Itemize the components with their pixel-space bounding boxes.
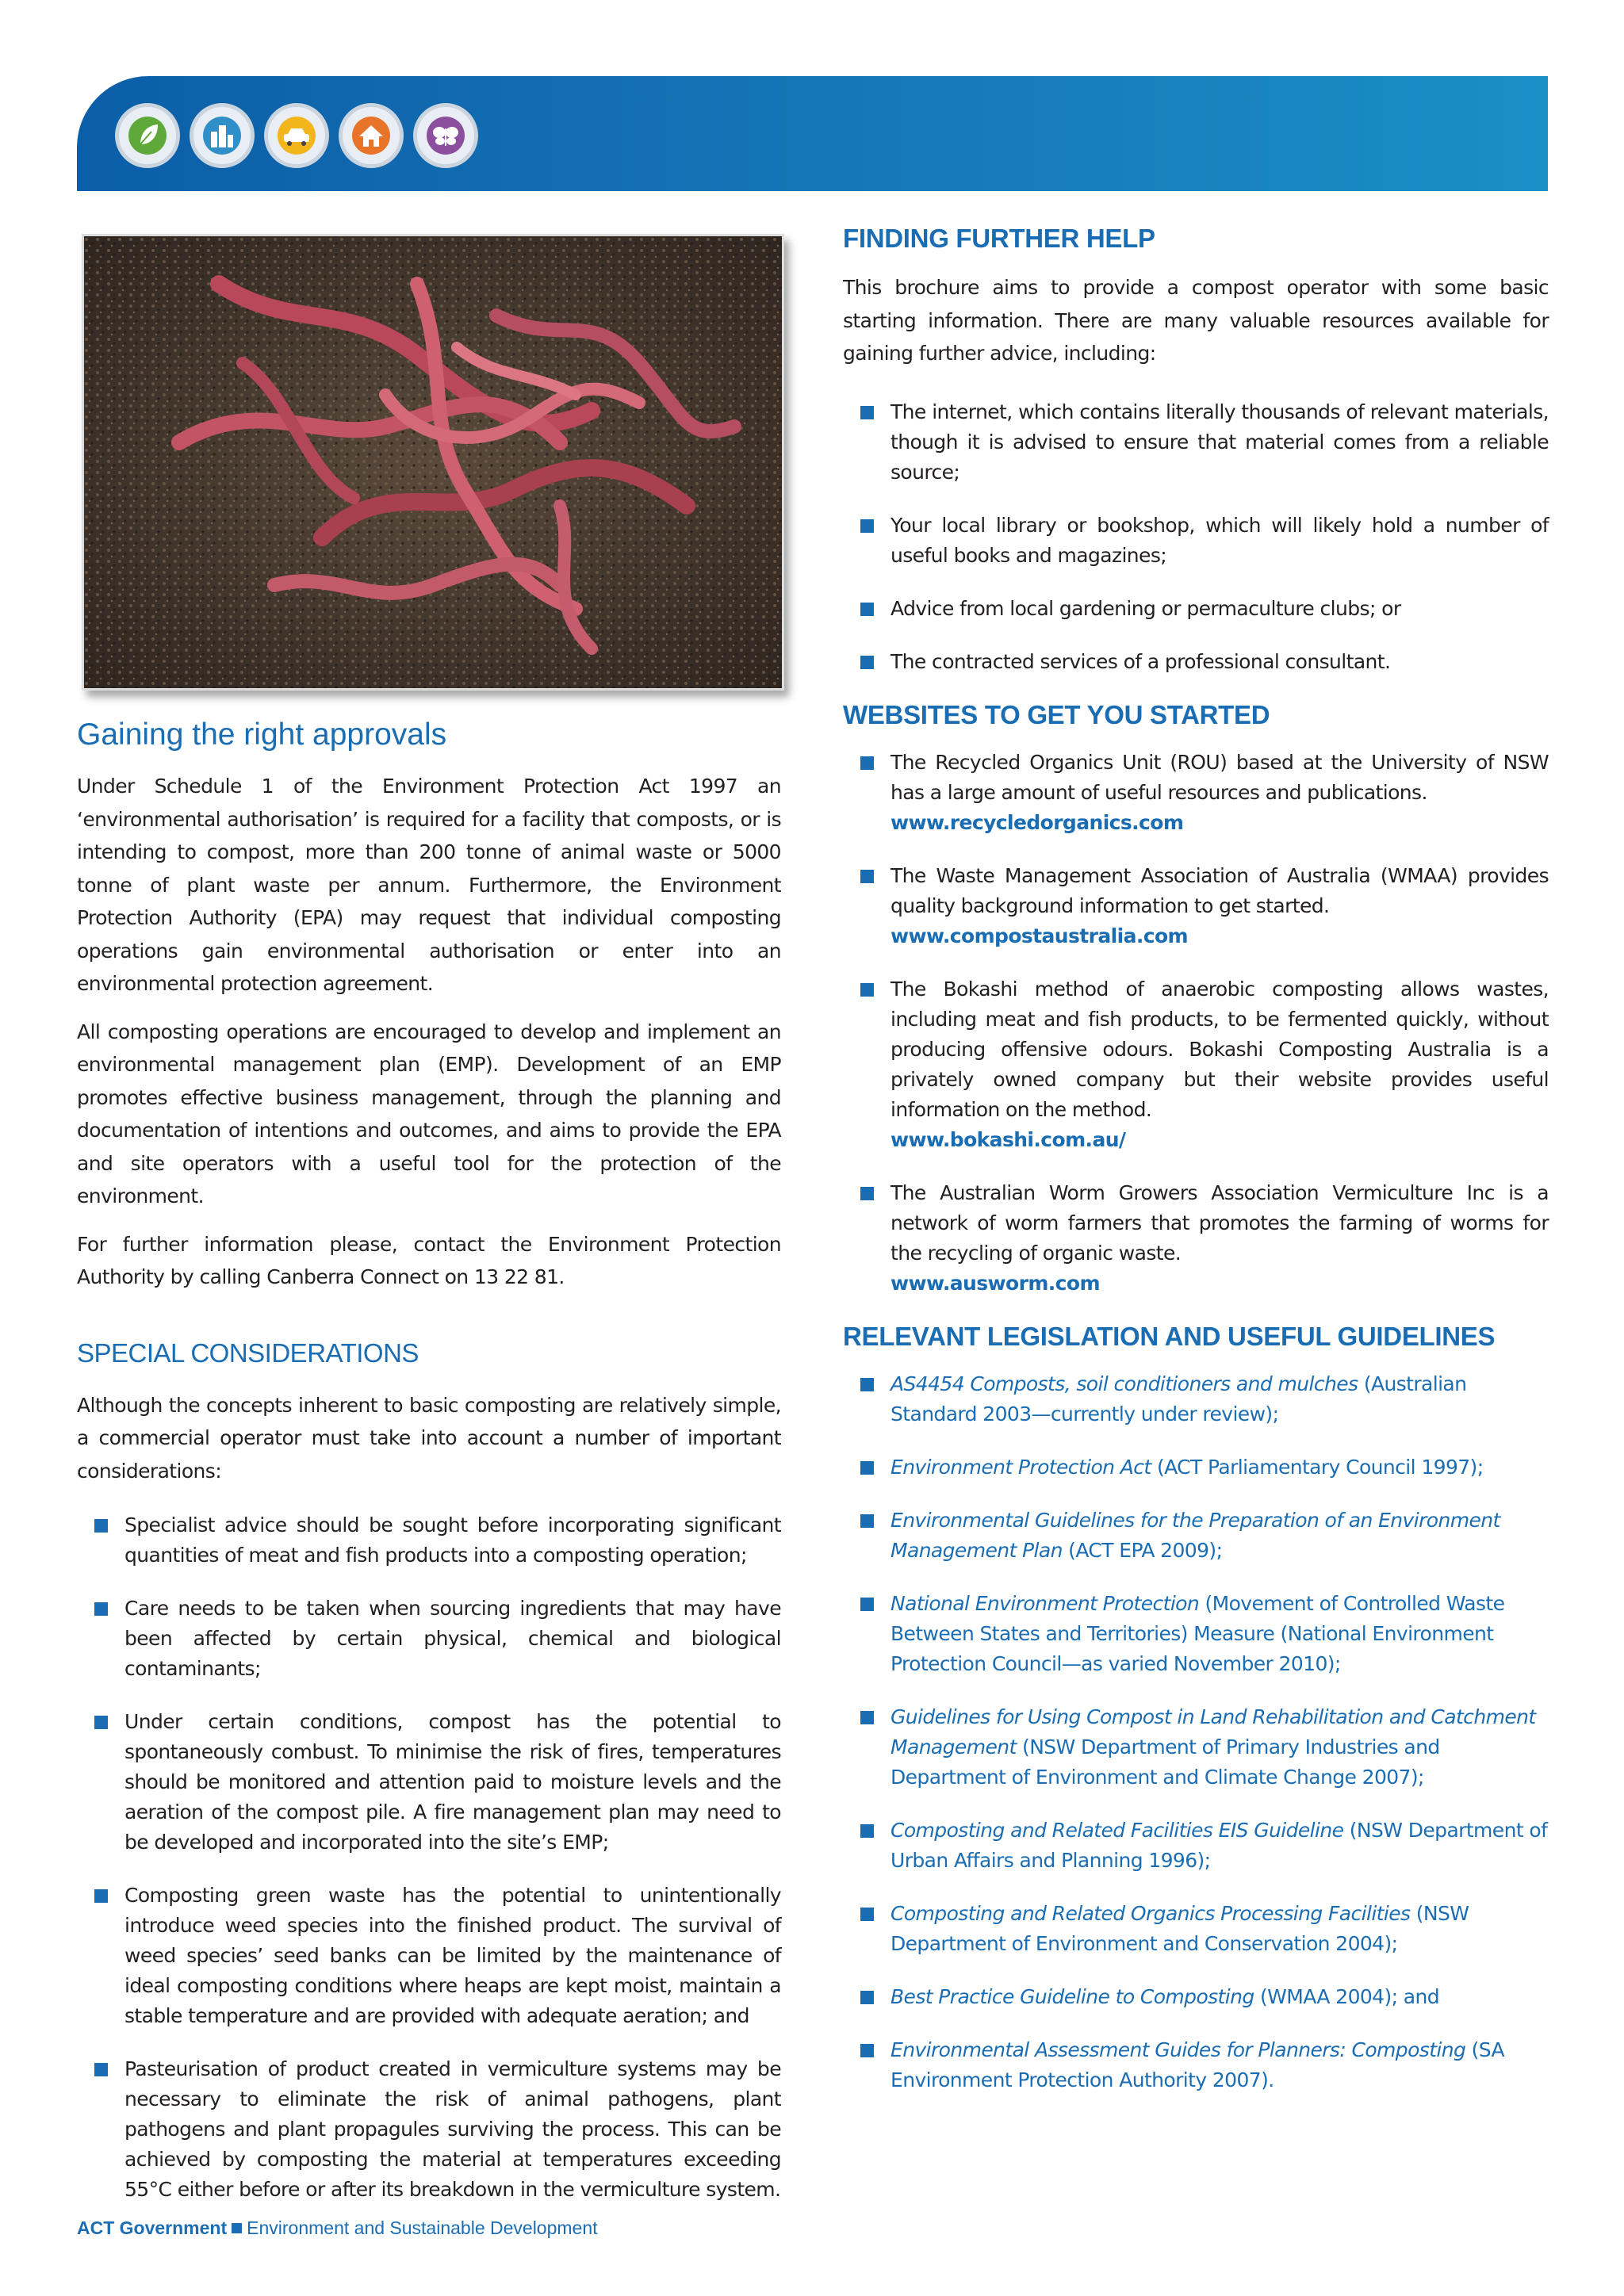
list-item: Best Practice Guideline to Composting (WMAA 2004); and — [843, 1982, 1549, 2012]
house-icon — [339, 103, 404, 168]
bullet-square — [94, 1716, 108, 1729]
list-item: Under certain conditions, compost has the potential to spontaneously combust. To minimise the risk of fires, temperatures should be monitored and attention paid to moisture levels and the aeration of the compost pile. A fire management plan may need to be developed and incorporated into the site’s EMP; — [77, 1707, 781, 1858]
bullet-square — [860, 1711, 874, 1724]
list-item: The Recycled Organics Unit (ROU) based at the University of NSW has a large amount of useful resources and publications. www.recycledorganics.com — [843, 748, 1549, 838]
list-item: Specialist advice should be sought before incorporating significant quantities of meat and fish products into a composting operation; — [77, 1510, 781, 1571]
list-item: Composting and Related Facilities EIS Guideline (NSW Department of Urban Affairs and Planning 1996); — [843, 1816, 1549, 1876]
bullet-square — [860, 1598, 874, 1611]
list-item: National Environment Protection (Movement of Controlled Waste Between States and Territories) Measure (National Environment Protection Council—as varied November 2010); — [843, 1589, 1549, 1679]
list-item: The internet, which contains literally thousands of relevant materials, though it is advised to ensure that material comes from a reliable source; — [843, 397, 1549, 488]
footer-dept: Environment and Sustainable Development — [247, 2218, 598, 2238]
bullet-square — [860, 519, 874, 533]
list-item: AS4454 Composts, soil conditioners and mulches (Australian Standard 2003—currently under review); — [843, 1369, 1549, 1429]
websites-heading: WEBSITES TO GET YOU STARTED — [843, 699, 1270, 729]
approvals-paragraph-3: For further information please, contact the Environment Protection Authority by calling Canberra Connect on 13 22 81. — [77, 1232, 781, 1288]
footer-square — [232, 2223, 242, 2233]
car-icon — [264, 103, 329, 168]
bullet-square — [860, 406, 874, 419]
bullet-square — [860, 1991, 874, 2004]
websites-list — [843, 748, 1549, 1299]
approvals-paragraph-2: All composting operations are encouraged to develop and implement an environmental management plan (EMP). Development of an EMP promotes effective business management, through the planning and documentation of intentions and outcomes, and aims to provide the EPA and site operators with a useful tool for the protection of the environment. — [77, 1020, 781, 1207]
list-item: Environmental Assessment Guides for Planners: Composting (SA Environment Protection Authority 2007). — [843, 2035, 1549, 2095]
further-help-list — [843, 397, 1549, 677]
list-item: Guidelines for Using Compost in Land Rehabilitation and Catchment Management (NSW Department of Primary Industries and Department of Environment and Climate Change 2007); — [843, 1702, 1549, 1793]
approvals-paragraph-1: Under Schedule 1 of the Environment Protection Act 1997 an ‘environmental authorisation’ is required for a facility that composts, or is intending to compost, more than 200 tonne of animal waste or 5000 tonne of plant waste per annum. Furthermore, the Environment Protection Authority (EPA) may request that individual composting operations gain environmental authorisation or enter into an environmental protection agreement. — [77, 775, 781, 995]
bullet-square — [860, 1187, 874, 1200]
special-considerations-intro: Although the concepts inherent to basic composting are relatively simple, a commercial operator must take into account a number of important considerations: — [77, 1393, 781, 1483]
bullet-square — [860, 2044, 874, 2057]
bullet-square — [94, 1602, 108, 1616]
worms-photo — [82, 234, 784, 691]
bullet-square — [860, 1824, 874, 1838]
website-link[interactable]: www.bokashi.com.au/ — [891, 1127, 1126, 1151]
further-help-intro: This brochure aims to provide a compost operator with some basic starting information. There are many valuable resources available for gaining further advice, including: — [843, 276, 1549, 365]
website-link[interactable]: www.compostaustralia.com — [891, 924, 1188, 947]
special-considerations-list — [77, 1510, 781, 2205]
bullet-square — [860, 1514, 874, 1528]
list-item: Pasteurisation of product created in vermiculture systems may be necessary to eliminate the risk of animal pathogens, plant pathogens and plant propagules surviving the process. This can be achieved by composting the material at temperatures exceeding 55°C either before or after its breakdown in the vermiculture system. — [77, 2054, 781, 2205]
website-link[interactable]: www.ausworm.com — [891, 1271, 1100, 1295]
bullet-square — [860, 983, 874, 997]
legislation-list — [843, 1369, 1549, 2095]
list-item: Composting and Related Organics Processing Facilities (NSW Department of Environment and Conservation 2004); — [843, 1899, 1549, 1959]
approvals-heading: Gaining the right approvals — [77, 718, 447, 752]
website-link[interactable]: www.recycledorganics.com — [891, 810, 1184, 834]
footer — [77, 2218, 598, 2239]
further-help-heading: FINDING FURTHER HELP — [843, 224, 1155, 253]
list-item: Environmental Guidelines for the Preparation of an Environment Management Plan (ACT EPA 2009); — [843, 1506, 1549, 1566]
bullet-square — [94, 1519, 108, 1533]
left-column — [77, 718, 781, 2228]
bullet-square — [860, 656, 874, 669]
bullet-square — [94, 2063, 108, 2076]
bullet-square — [860, 1908, 874, 1921]
footer-org: ACT Government — [77, 2218, 228, 2238]
bullet-square — [860, 1461, 874, 1475]
bullet-square — [860, 1378, 874, 1391]
bullet-square — [94, 1889, 108, 1903]
bullet-square — [860, 603, 874, 616]
list-item: Composting green waste has the potential to unintentionally introduce weed species into the finished product. The survival of weed species’ seed banks can be limited by the maintenance of ideal composting conditions where heaps are kept moist, maintain a stable temperature and are provided with adequate aeration; and — [77, 1881, 781, 2031]
list-item: Advice from local gardening or permaculture clubs; or — [843, 594, 1549, 624]
bullet-square — [860, 870, 874, 883]
bullet-square — [860, 756, 874, 770]
right-column — [843, 224, 1549, 2118]
list-item: The Bokashi method of anaerobic composting allows wastes, including meat and fish products, to be fermented quickly, without producing offensive odours. Bokashi Composting Australia is a privately owned company but their website provides useful information on the method. www.bokashi.com.au/ — [843, 974, 1549, 1155]
list-item: Your local library or bookshop, which will likely hold a number of useful books and magazines; — [843, 511, 1549, 571]
butterfly-icon — [413, 103, 478, 168]
list-item: The Waste Management Association of Australia (WMAA) provides quality background information to get started. www.compostaustralia.com — [843, 861, 1549, 951]
list-item: The contracted services of a professional consultant. — [843, 647, 1549, 677]
special-considerations-heading: SPECIAL CONSIDERATIONS — [77, 1337, 419, 1368]
legislation-heading: RELEVANT LEGISLATION AND USEFUL GUIDELINES — [843, 1321, 1496, 1351]
list-item: Care needs to be taken when sourcing ingredients that may have been affected by certain physical, chemical and biological contaminants; — [77, 1594, 781, 1684]
theme-icons — [115, 103, 478, 168]
list-item: Environment Protection Act (ACT Parliamentary Council 1997); — [843, 1452, 1549, 1483]
city-icon — [190, 103, 255, 168]
list-item: The Australian Worm Growers Association Vermiculture Inc is a network of worm farmers that promotes the farming of worms for the recycling of organic waste. www.ausworm.com — [843, 1178, 1549, 1299]
leaf-icon — [115, 103, 180, 168]
